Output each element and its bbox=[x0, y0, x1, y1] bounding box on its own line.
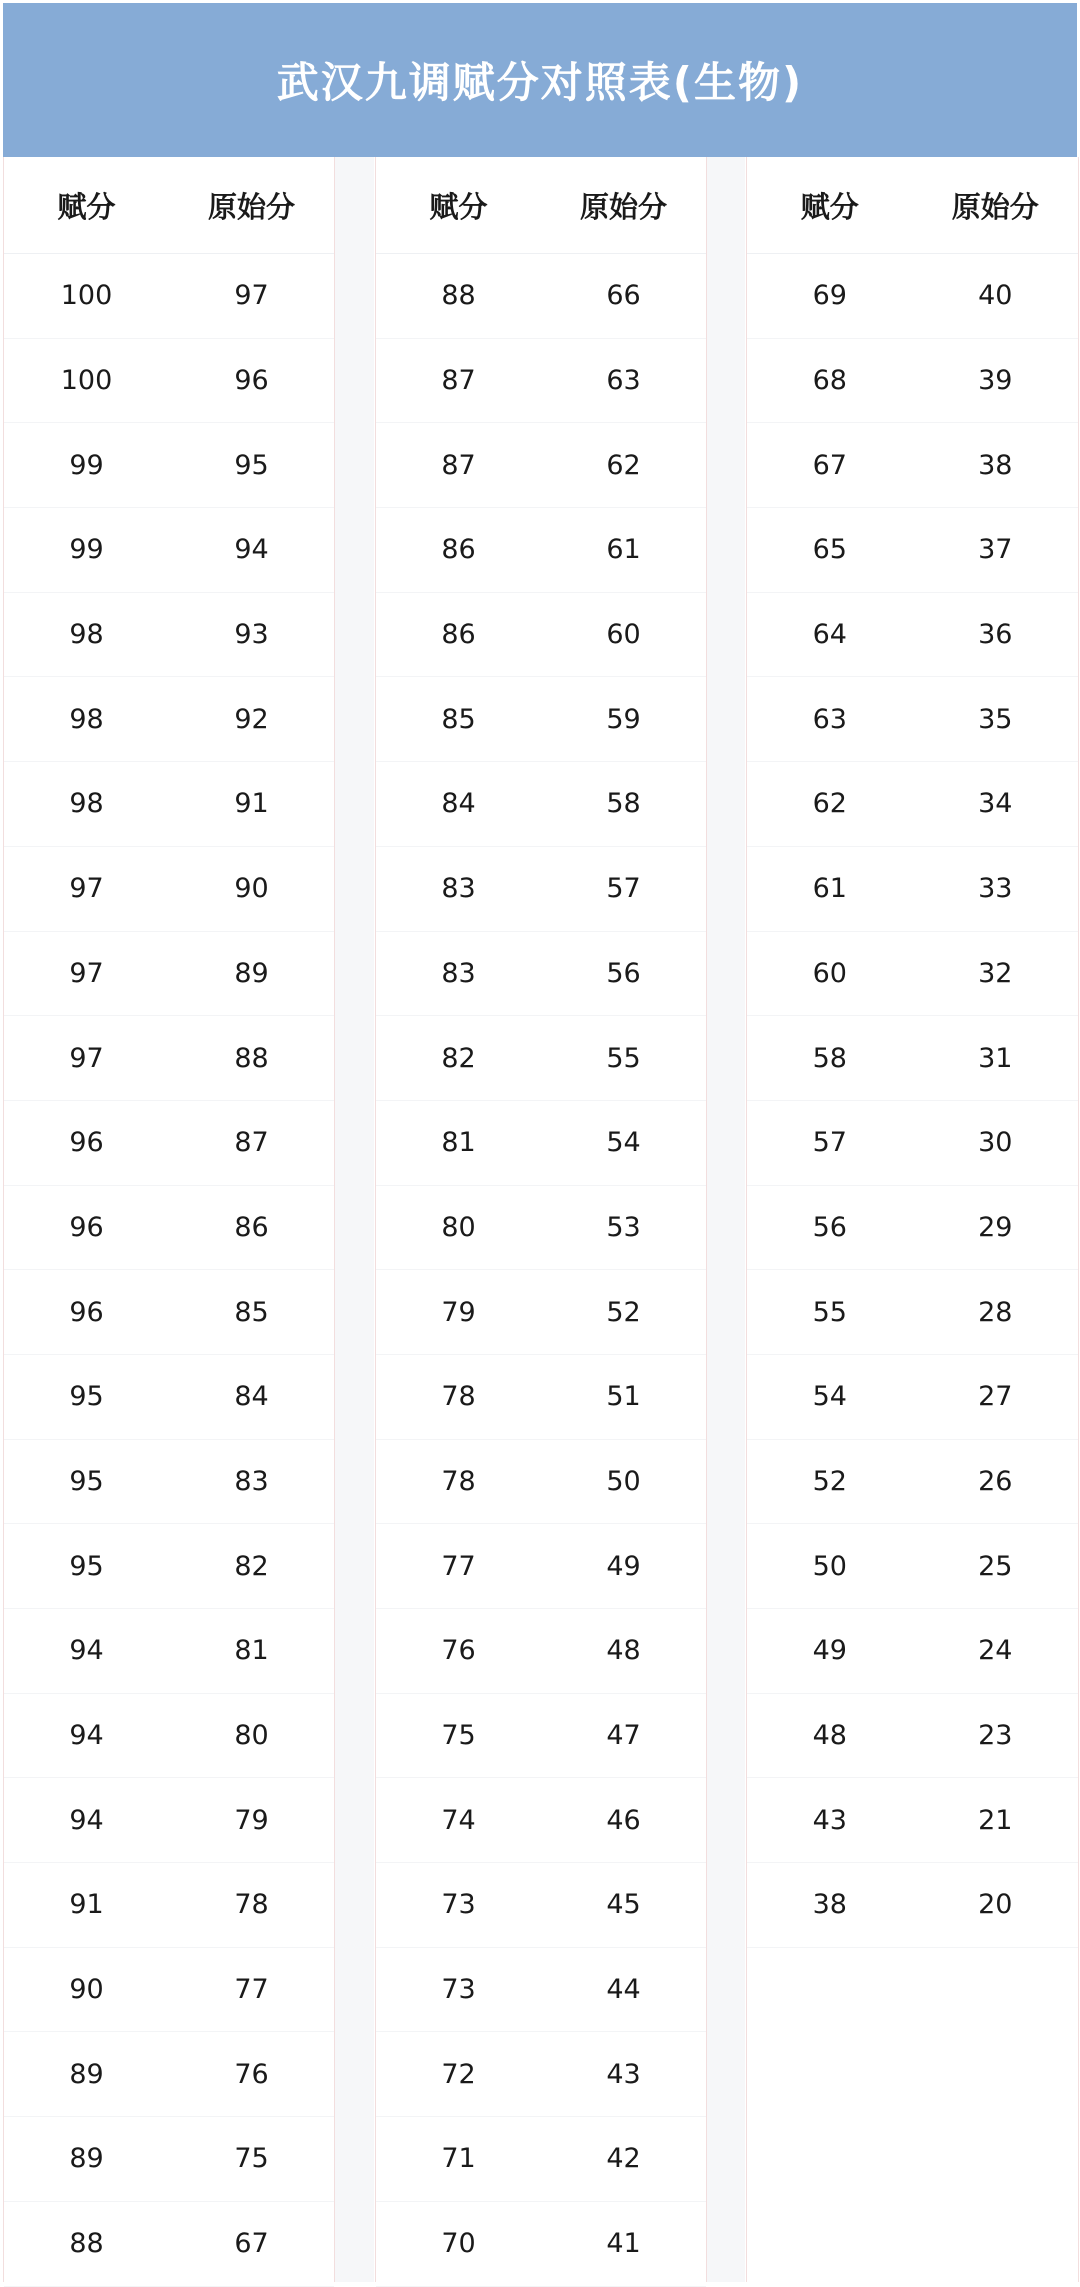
table-row bbox=[376, 677, 706, 762]
raw-score-cell: 34 bbox=[978, 788, 1013, 820]
raw-score-cell: 80 bbox=[234, 1720, 269, 1752]
table-row bbox=[376, 1948, 706, 2033]
header-raw-score: 原始分 bbox=[951, 189, 1039, 224]
header-raw-score: 原始分 bbox=[207, 189, 295, 224]
table-row bbox=[376, 847, 706, 932]
table-row bbox=[747, 762, 1078, 847]
score-table-panel-2 bbox=[375, 157, 707, 2282]
page-title: 武汉九调赋分对照表(生物) bbox=[3, 3, 1077, 157]
table-row bbox=[4, 508, 334, 593]
header-scaled-score: 赋分 bbox=[800, 189, 859, 224]
scaled-score-cell: 60 bbox=[812, 957, 847, 989]
scaled-score-cell: 69 bbox=[812, 280, 847, 312]
raw-score-cell: 78 bbox=[234, 1889, 269, 1921]
raw-score-cell: 84 bbox=[234, 1381, 269, 1413]
table-row bbox=[4, 339, 334, 424]
raw-score-cell: 20 bbox=[978, 1889, 1013, 1921]
scaled-score-cell: 79 bbox=[441, 1296, 476, 1328]
raw-score-cell: 27 bbox=[978, 1381, 1013, 1413]
raw-score-cell: 31 bbox=[978, 1042, 1013, 1074]
table-row bbox=[376, 1524, 706, 1609]
scaled-score-cell: 95 bbox=[69, 1465, 104, 1497]
table-row bbox=[4, 677, 334, 762]
table-row bbox=[4, 1694, 334, 1779]
scaled-score-cell: 90 bbox=[69, 1974, 104, 2006]
scaled-score-cell: 62 bbox=[812, 788, 847, 820]
scaled-score-cell: 98 bbox=[69, 619, 104, 651]
scaled-score-cell: 78 bbox=[441, 1381, 476, 1413]
raw-score-cell: 76 bbox=[234, 2058, 269, 2090]
scaled-score-cell: 87 bbox=[441, 365, 476, 397]
scaled-score-cell: 70 bbox=[441, 2228, 476, 2260]
table-row bbox=[4, 423, 334, 508]
table-body bbox=[4, 254, 334, 2287]
table-row bbox=[4, 1863, 334, 1948]
raw-score-cell: 87 bbox=[234, 1127, 269, 1159]
table-row bbox=[4, 2117, 334, 2202]
table-row bbox=[4, 847, 334, 932]
scaled-score-cell: 95 bbox=[69, 1381, 104, 1413]
scaled-score-cell: 38 bbox=[812, 1889, 847, 1921]
scaled-score-cell: 89 bbox=[69, 2143, 104, 2175]
raw-score-cell: 89 bbox=[234, 957, 269, 989]
raw-score-cell: 92 bbox=[234, 703, 269, 735]
header-scaled-score: 赋分 bbox=[57, 189, 116, 224]
raw-score-cell: 82 bbox=[234, 1550, 269, 1582]
table-row bbox=[747, 1186, 1078, 1271]
table-row bbox=[376, 254, 706, 339]
raw-score-cell: 47 bbox=[606, 1720, 641, 1752]
table-row bbox=[376, 1270, 706, 1355]
scaled-score-cell: 57 bbox=[812, 1127, 847, 1159]
scaled-score-cell: 88 bbox=[441, 280, 476, 312]
table-row bbox=[4, 1609, 334, 1694]
raw-score-cell: 81 bbox=[234, 1635, 269, 1667]
scaled-score-cell: 97 bbox=[69, 1042, 104, 1074]
table-row bbox=[376, 762, 706, 847]
raw-score-cell: 43 bbox=[606, 2058, 641, 2090]
raw-score-cell: 57 bbox=[606, 873, 641, 905]
scaled-score-cell: 54 bbox=[812, 1381, 847, 1413]
scaled-score-cell: 73 bbox=[441, 1889, 476, 1921]
raw-score-cell: 53 bbox=[606, 1211, 641, 1243]
raw-score-cell: 37 bbox=[978, 534, 1013, 566]
raw-score-cell: 52 bbox=[606, 1296, 641, 1328]
column-gap bbox=[334, 157, 374, 2282]
table-row bbox=[747, 339, 1078, 424]
table-row bbox=[747, 1016, 1078, 1101]
raw-score-cell: 79 bbox=[234, 1804, 269, 1836]
raw-score-cell: 85 bbox=[234, 1296, 269, 1328]
table-row bbox=[376, 932, 706, 1017]
raw-score-cell: 50 bbox=[606, 1465, 641, 1497]
scaled-score-cell: 77 bbox=[441, 1550, 476, 1582]
table-header bbox=[376, 157, 706, 254]
table-row bbox=[376, 1101, 706, 1186]
table-row bbox=[376, 2032, 706, 2117]
score-table-panel-3 bbox=[746, 157, 1079, 2282]
table-row bbox=[376, 1186, 706, 1271]
scaled-score-cell: 100 bbox=[60, 365, 113, 397]
table-row bbox=[376, 1355, 706, 1440]
column-gap bbox=[706, 157, 745, 2282]
table-row bbox=[4, 1524, 334, 1609]
raw-score-cell: 96 bbox=[234, 365, 269, 397]
scaled-score-cell: 71 bbox=[441, 2143, 476, 2175]
scaled-score-cell: 94 bbox=[69, 1720, 104, 1752]
scaled-score-cell: 91 bbox=[69, 1889, 104, 1921]
scaled-score-cell: 95 bbox=[69, 1550, 104, 1582]
scaled-score-cell: 52 bbox=[812, 1465, 847, 1497]
scaled-score-cell: 61 bbox=[812, 873, 847, 905]
table-row bbox=[747, 1355, 1078, 1440]
raw-score-cell: 44 bbox=[606, 1974, 641, 2006]
raw-score-cell: 77 bbox=[234, 1974, 269, 2006]
table-row bbox=[4, 254, 334, 339]
scaled-score-cell: 64 bbox=[812, 619, 847, 651]
raw-score-cell: 48 bbox=[606, 1635, 641, 1667]
raw-score-cell: 24 bbox=[978, 1635, 1013, 1667]
score-table-panel-1 bbox=[3, 157, 335, 2282]
raw-score-cell: 33 bbox=[978, 873, 1013, 905]
scaled-score-cell: 68 bbox=[812, 365, 847, 397]
table-row bbox=[747, 847, 1078, 932]
table-row bbox=[376, 423, 706, 508]
scaled-score-cell: 98 bbox=[69, 788, 104, 820]
table-row bbox=[376, 1863, 706, 1948]
scaled-score-cell: 80 bbox=[441, 1211, 476, 1243]
scaled-score-cell: 50 bbox=[812, 1550, 847, 1582]
raw-score-cell: 88 bbox=[234, 1042, 269, 1074]
raw-score-cell: 49 bbox=[606, 1550, 641, 1582]
table-row bbox=[4, 1270, 334, 1355]
scaled-score-cell: 89 bbox=[69, 2058, 104, 2090]
scaled-score-cell: 78 bbox=[441, 1465, 476, 1497]
raw-score-cell: 56 bbox=[606, 957, 641, 989]
table-row bbox=[4, 593, 334, 678]
scaled-score-cell: 76 bbox=[441, 1635, 476, 1667]
table-row bbox=[747, 508, 1078, 593]
table-row bbox=[747, 254, 1078, 339]
raw-score-cell: 28 bbox=[978, 1296, 1013, 1328]
scaled-score-cell: 84 bbox=[441, 788, 476, 820]
table-row bbox=[747, 1863, 1078, 1948]
raw-score-cell: 97 bbox=[234, 280, 269, 312]
table-row bbox=[747, 1270, 1078, 1355]
table-row bbox=[4, 2202, 334, 2287]
table-row bbox=[4, 1355, 334, 1440]
scaled-score-cell: 83 bbox=[441, 873, 476, 905]
table-row bbox=[376, 339, 706, 424]
raw-score-cell: 40 bbox=[978, 280, 1013, 312]
table-row bbox=[747, 1778, 1078, 1863]
table-row bbox=[747, 1694, 1078, 1779]
table-row bbox=[4, 1440, 334, 1525]
raw-score-cell: 29 bbox=[978, 1211, 1013, 1243]
scaled-score-cell: 98 bbox=[69, 703, 104, 735]
raw-score-cell: 75 bbox=[234, 2143, 269, 2175]
raw-score-cell: 95 bbox=[234, 449, 269, 481]
raw-score-cell: 21 bbox=[978, 1804, 1013, 1836]
table-row bbox=[747, 1440, 1078, 1525]
table-row bbox=[376, 1016, 706, 1101]
scaled-score-cell: 97 bbox=[69, 873, 104, 905]
raw-score-cell: 25 bbox=[978, 1550, 1013, 1582]
raw-score-cell: 66 bbox=[606, 280, 641, 312]
scaled-score-cell: 94 bbox=[69, 1635, 104, 1667]
raw-score-cell: 26 bbox=[978, 1465, 1013, 1497]
scaled-score-cell: 65 bbox=[812, 534, 847, 566]
raw-score-cell: 61 bbox=[606, 534, 641, 566]
raw-score-cell: 94 bbox=[234, 534, 269, 566]
raw-score-cell: 63 bbox=[606, 365, 641, 397]
table-row bbox=[747, 677, 1078, 762]
scaled-score-cell: 73 bbox=[441, 1974, 476, 2006]
table-row bbox=[376, 593, 706, 678]
table-row bbox=[747, 593, 1078, 678]
scaled-score-cell: 72 bbox=[441, 2058, 476, 2090]
raw-score-cell: 45 bbox=[606, 1889, 641, 1921]
scaled-score-cell: 96 bbox=[69, 1127, 104, 1159]
raw-score-cell: 32 bbox=[978, 957, 1013, 989]
raw-score-cell: 91 bbox=[234, 788, 269, 820]
raw-score-cell: 58 bbox=[606, 788, 641, 820]
scaled-score-cell: 88 bbox=[69, 2228, 104, 2260]
table-row bbox=[747, 423, 1078, 508]
table-header bbox=[747, 157, 1078, 254]
scaled-score-cell: 75 bbox=[441, 1720, 476, 1752]
scaled-score-cell: 86 bbox=[441, 619, 476, 651]
scaled-score-cell: 87 bbox=[441, 449, 476, 481]
table-row bbox=[747, 1524, 1078, 1609]
raw-score-cell: 54 bbox=[606, 1127, 641, 1159]
scaled-score-cell: 43 bbox=[812, 1804, 847, 1836]
scaled-score-cell: 55 bbox=[812, 1296, 847, 1328]
scaled-score-cell: 48 bbox=[812, 1720, 847, 1752]
table-row bbox=[376, 1440, 706, 1525]
table-row bbox=[4, 1186, 334, 1271]
scaled-score-cell: 100 bbox=[60, 280, 113, 312]
raw-score-cell: 23 bbox=[978, 1720, 1013, 1752]
raw-score-cell: 38 bbox=[978, 449, 1013, 481]
raw-score-cell: 36 bbox=[978, 619, 1013, 651]
raw-score-cell: 39 bbox=[978, 365, 1013, 397]
raw-score-cell: 55 bbox=[606, 1042, 641, 1074]
scaled-score-cell: 85 bbox=[441, 703, 476, 735]
raw-score-cell: 62 bbox=[606, 449, 641, 481]
scaled-score-cell: 96 bbox=[69, 1296, 104, 1328]
scaled-score-cell: 58 bbox=[812, 1042, 847, 1074]
scaled-score-cell: 63 bbox=[812, 703, 847, 735]
raw-score-cell: 41 bbox=[606, 2228, 641, 2260]
table-row bbox=[4, 1016, 334, 1101]
raw-score-cell: 93 bbox=[234, 619, 269, 651]
scaled-score-cell: 99 bbox=[69, 534, 104, 566]
raw-score-cell: 42 bbox=[606, 2143, 641, 2175]
table-row bbox=[747, 932, 1078, 1017]
table-row bbox=[376, 2202, 706, 2287]
scaled-score-cell: 99 bbox=[69, 449, 104, 481]
table-row bbox=[376, 508, 706, 593]
table-body bbox=[747, 254, 1078, 1948]
table-row bbox=[4, 932, 334, 1017]
scaled-score-cell: 74 bbox=[441, 1804, 476, 1836]
table-body bbox=[376, 254, 706, 2287]
raw-score-cell: 90 bbox=[234, 873, 269, 905]
raw-score-cell: 30 bbox=[978, 1127, 1013, 1159]
raw-score-cell: 35 bbox=[978, 703, 1013, 735]
raw-score-cell: 60 bbox=[606, 619, 641, 651]
scaled-score-cell: 86 bbox=[441, 534, 476, 566]
scaled-score-cell: 49 bbox=[812, 1635, 847, 1667]
raw-score-cell: 86 bbox=[234, 1211, 269, 1243]
scaled-score-cell: 94 bbox=[69, 1804, 104, 1836]
scaled-score-cell: 83 bbox=[441, 957, 476, 989]
table-row bbox=[747, 1101, 1078, 1186]
table-row bbox=[376, 1778, 706, 1863]
scaled-score-cell: 56 bbox=[812, 1211, 847, 1243]
table-row bbox=[4, 1101, 334, 1186]
scaled-score-cell: 82 bbox=[441, 1042, 476, 1074]
raw-score-cell: 83 bbox=[234, 1465, 269, 1497]
table-row bbox=[376, 1609, 706, 1694]
table-header bbox=[4, 157, 334, 254]
header-scaled-score: 赋分 bbox=[429, 189, 488, 224]
scaled-score-cell: 81 bbox=[441, 1127, 476, 1159]
raw-score-cell: 59 bbox=[606, 703, 641, 735]
raw-score-cell: 46 bbox=[606, 1804, 641, 1836]
table-row bbox=[4, 1948, 334, 2033]
table-row bbox=[376, 2117, 706, 2202]
table-row bbox=[4, 2032, 334, 2117]
scaled-score-cell: 96 bbox=[69, 1211, 104, 1243]
table-row bbox=[4, 762, 334, 847]
scaled-score-cell: 97 bbox=[69, 957, 104, 989]
raw-score-cell: 67 bbox=[234, 2228, 269, 2260]
table-row bbox=[747, 1609, 1078, 1694]
header-raw-score: 原始分 bbox=[579, 189, 667, 224]
table-row bbox=[376, 1694, 706, 1779]
table-row bbox=[4, 1778, 334, 1863]
scaled-score-cell: 67 bbox=[812, 449, 847, 481]
raw-score-cell: 51 bbox=[606, 1381, 641, 1413]
